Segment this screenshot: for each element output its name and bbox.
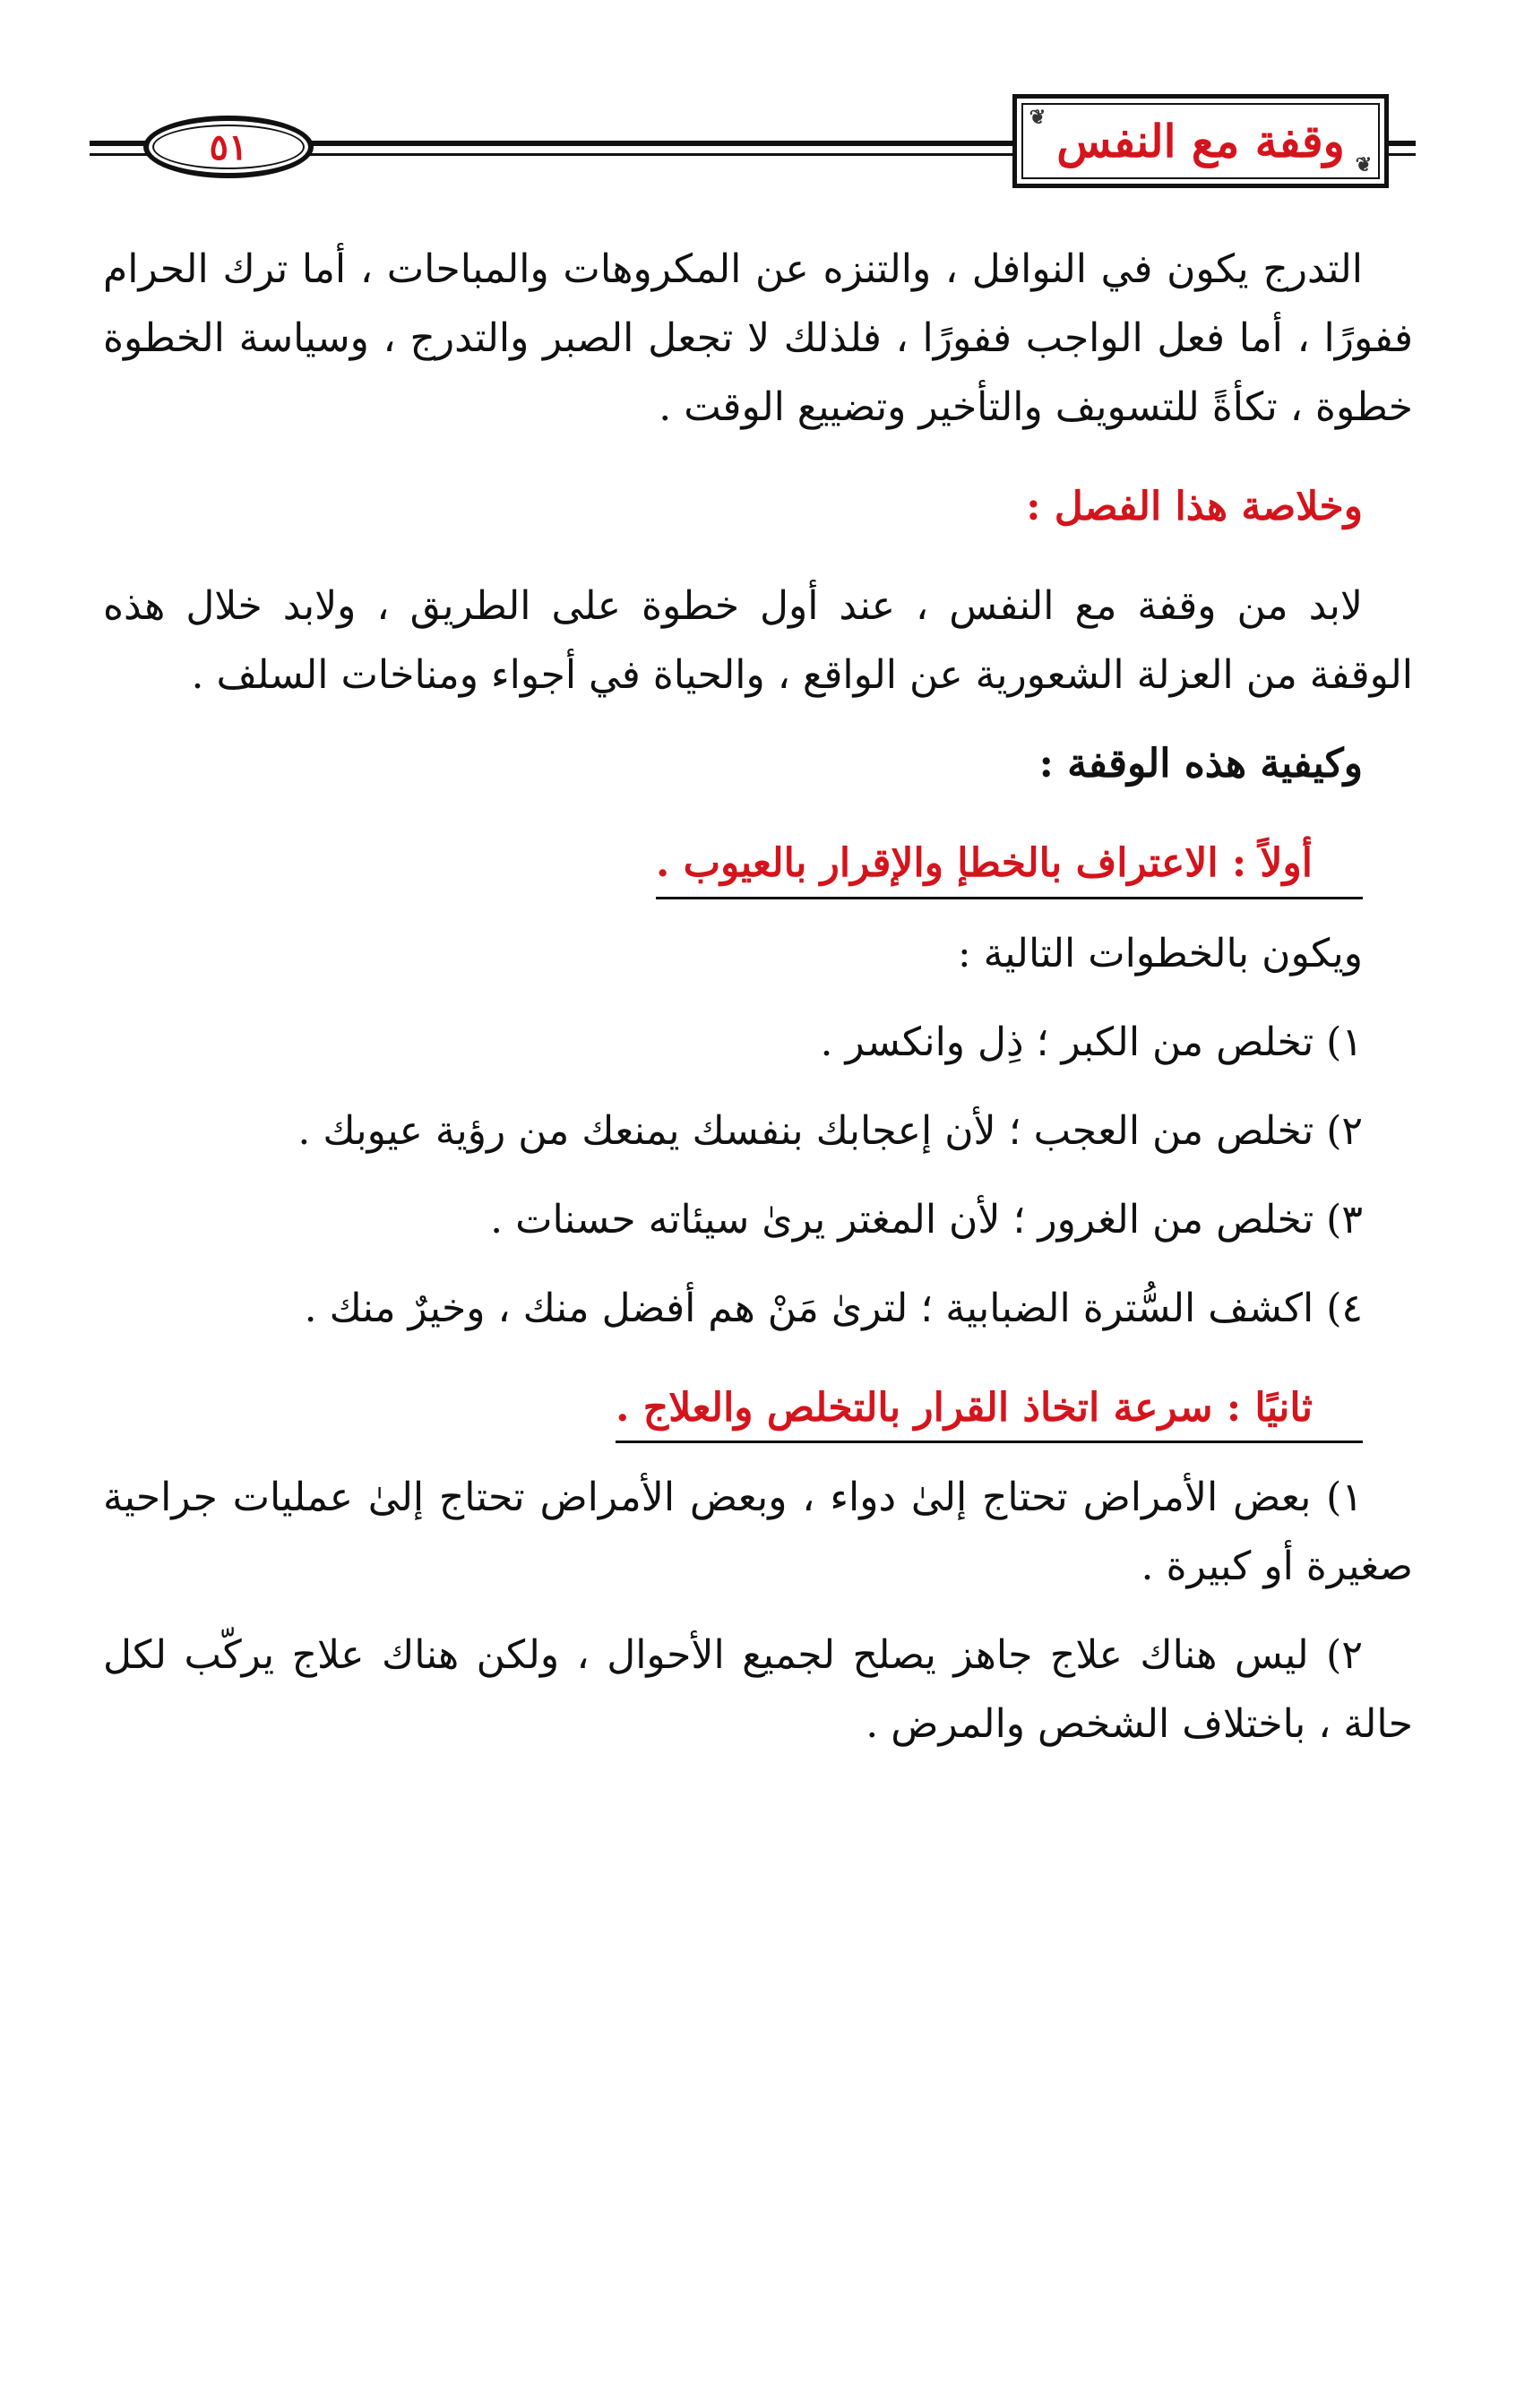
section2-heading: ثانيًا : سرعة اتخاذ القرار بالتخلص والعلاج . [616, 1380, 1363, 1444]
intro-paragraph: التدرج يكون في النوافل ، والتنزه عن المكروهات والمباحات ، أما ترك الحرام ففورًا ، أما فعل الواجب ففورًا ، فلذلك لا تجعل الصبر والتدرج ، وسياسة الخطوة خطوة ، تكأةً للتسويف والتأخير وتضييع الوقت . [103, 246, 1413, 430]
running-header [90, 94, 1416, 202]
running-title-frame [1012, 94, 1389, 188]
list-item: ٤) اكشف السُّترة الضبابية ؛ لترىٰ مَنْ هم أفضل منك ، وخيرٌ منك . [304, 1285, 1363, 1331]
section1-intro: ويكون بالخطوات التالية : [957, 930, 1363, 976]
ornament-icon: ❦ [1355, 153, 1373, 176]
list-item: ٢) تخلص من العجب ؛ لأن إعجابك بنفسك يمنعك من رؤية عيوبك . [297, 1107, 1363, 1154]
list-item: ٣) تخلص من الغرور ؛ لأن المغتر يرىٰ سيئاته حسنات . [490, 1196, 1363, 1243]
ornament-icon: ❦ [1029, 106, 1047, 129]
section1-heading: أولاً : الاعتراف بالخطإ والإقرار بالعيوب . [656, 836, 1363, 899]
page-body [103, 235, 1413, 1759]
list-item: ١) بعض الأمراض تحتاج إلىٰ دواء ، وبعض الأمراض تحتاج إلىٰ عمليات جراحية صغيرة أو كبيرة . [103, 1475, 1413, 1590]
list-item: ١) تخلص من الكبر ؛ ذِل وانكسر . [820, 1019, 1363, 1065]
how-heading: وكيفية هذه الوقفة : [1038, 741, 1363, 787]
list-item: ٢) ليس هناك علاج جاهز يصلح لجميع الأحوال ، ولكن هناك علاج يركّب لكل حالة ، باختلاف الشخص والمرض . [103, 1632, 1413, 1748]
page-number: ٥١ [209, 125, 248, 168]
page-number-badge [143, 116, 314, 178]
summary-paragraph: لابد من وقفة مع النفس ، عند أول خطوة على الطريق ، ولابد خلال هذه الوقفة من العزلة الشعورية عن الواقع ، والحياة في أجواء ومناخات السلف . [103, 583, 1413, 698]
summary-heading: وخلاصة هذا الفصل : [1026, 484, 1363, 529]
section2-heading-row [103, 1373, 1413, 1444]
running-title: وقفة مع النفس [1056, 115, 1345, 168]
section1-heading-row [103, 829, 1413, 899]
